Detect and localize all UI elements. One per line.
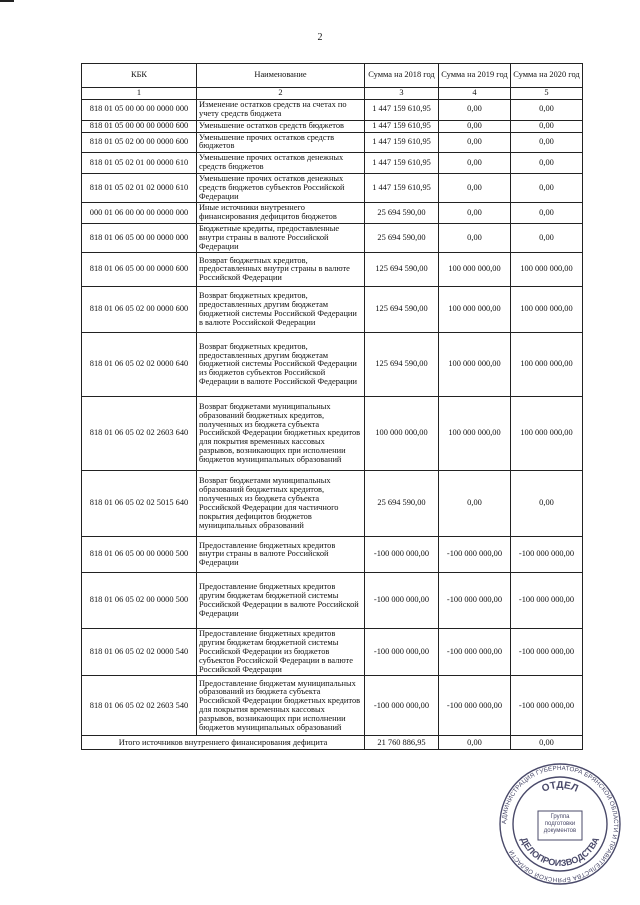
amount-2018-cell: 25 694 590,00 [365, 203, 439, 224]
kbk-cell: 818 01 06 05 02 00 0000 600 [82, 287, 197, 333]
header-name: Наименование [197, 64, 365, 88]
name-cell: Уменьшение прочих остатков денежных средств бюджетов [197, 153, 365, 174]
amount-2019-cell: 0,00 [439, 173, 511, 202]
stamp-top-text: ОТДЕЛ [540, 779, 580, 795]
stamp-ring-text: АДМИНИСТРАЦИЯ ГУБЕРНАТОРА БРЯНСКОЙ ОБЛАСТИ И ПРАВИТЕЛЬСТВА БРЯНСКОЙ ОБЛАСТИ [500, 764, 620, 884]
total-label: Итого источников внутреннего финансирования дефицита [82, 736, 365, 750]
header-2019: Сумма на 2019 год [439, 64, 511, 88]
amount-2018-cell: 1 447 159 610,95 [365, 173, 439, 202]
total-2018: 21 760 886,95 [365, 736, 439, 750]
amount-2020-cell: -100 000 000,00 [511, 573, 583, 629]
header-2018: Сумма на 2018 год [365, 64, 439, 88]
stamp-center-text: Группа подготовки документов [543, 814, 577, 834]
amount-2019-cell: 0,00 [439, 100, 511, 121]
table-row [82, 471, 583, 537]
name-cell: Уменьшение прочих остатков денежных средств бюджетов субъектов Российской Федерации [197, 173, 365, 202]
amount-2019-cell: -100 000 000,00 [439, 629, 511, 676]
table-row [82, 173, 583, 202]
amount-2020-cell: 0,00 [511, 153, 583, 174]
amount-2018-cell: 1 447 159 610,95 [365, 100, 439, 121]
amount-2018-cell: -100 000 000,00 [365, 573, 439, 629]
kbk-cell: 818 01 05 00 00 00 0000 000 [82, 100, 197, 121]
table-row [82, 203, 583, 224]
amount-2019-cell: -100 000 000,00 [439, 573, 511, 629]
amount-2019-cell: -100 000 000,00 [439, 676, 511, 736]
table-row [82, 397, 583, 471]
amount-2020-cell: 100 000 000,00 [511, 397, 583, 471]
scan-edge-mark [0, 0, 14, 2]
kbk-cell: 818 01 06 05 02 00 0000 500 [82, 573, 197, 629]
page-number: 2 [317, 32, 323, 43]
total-row [82, 736, 583, 750]
amount-2020-cell: 100 000 000,00 [511, 287, 583, 333]
index-cell: 2 [197, 88, 365, 100]
name-cell: Бюджетные кредиты, предоставленные внутри страны в валюте Российской Федерации [197, 223, 365, 252]
table-row [82, 223, 583, 252]
name-cell: Иные источники внутреннего финансирования дефицитов бюджетов [197, 203, 365, 224]
table-row [82, 100, 583, 121]
table-body [82, 100, 583, 736]
kbk-cell: 818 01 06 05 02 02 0000 640 [82, 333, 197, 397]
amount-2019-cell: 0,00 [439, 132, 511, 153]
amount-2018-cell: 100 000 000,00 [365, 397, 439, 471]
kbk-cell: 818 01 05 02 00 00 0000 600 [82, 132, 197, 153]
amount-2018-cell: -100 000 000,00 [365, 676, 439, 736]
name-cell: Возврат бюджетами муниципальных образований бюджетных кредитов, полученных из бюджета субъекта Российской Федерации бюджетных кредитов для покрытия временных кассовых разрывов, возникающих при исполнении бюджетов муниципальных образований [197, 397, 365, 471]
name-cell: Уменьшение прочих остатков средств бюджетов [197, 132, 365, 153]
name-cell: Возврат бюджетами муниципальных образований бюджетных кредитов, полученных из бюджета субъекта Российской Федерации для частичного покрытия дефицитов бюджетов муниципальных образований [197, 471, 365, 537]
kbk-cell: 818 01 06 05 00 00 0000 500 [82, 537, 197, 573]
index-cell: 3 [365, 88, 439, 100]
amount-2020-cell: 0,00 [511, 132, 583, 153]
index-cell: 1 [82, 88, 197, 100]
header-2020: Сумма на 2020 год [511, 64, 583, 88]
kbk-cell: 818 01 06 05 02 02 0000 540 [82, 629, 197, 676]
amount-2020-cell: 100 000 000,00 [511, 253, 583, 287]
amount-2019-cell: 0,00 [439, 203, 511, 224]
amount-2019-cell: 100 000 000,00 [439, 253, 511, 287]
amount-2020-cell: 0,00 [511, 223, 583, 252]
amount-2019-cell: 0,00 [439, 153, 511, 174]
amount-2020-cell: 0,00 [511, 100, 583, 121]
table-row [82, 287, 583, 333]
kbk-cell: 818 01 06 05 00 00 0000 600 [82, 253, 197, 287]
amount-2019-cell: 0,00 [439, 223, 511, 252]
name-cell: Предоставление бюджетам муниципальных образований из бюджета субъекта Российской Федерации бюджетных кредитов для покрытия временных кассовых разрывов, возникающих при исполнении бюджетов муниципальных образований [197, 676, 365, 736]
amount-2020-cell: 0,00 [511, 120, 583, 132]
kbk-cell: 818 01 05 00 00 00 0000 600 [82, 120, 197, 132]
table-row [82, 573, 583, 629]
amount-2018-cell: -100 000 000,00 [365, 537, 439, 573]
amount-2018-cell: 1 447 159 610,95 [365, 153, 439, 174]
amount-2018-cell: 25 694 590,00 [365, 471, 439, 537]
amount-2020-cell: 0,00 [511, 471, 583, 537]
kbk-cell: 818 01 06 05 02 02 2603 540 [82, 676, 197, 736]
table-row [82, 676, 583, 736]
index-cell: 4 [439, 88, 511, 100]
total-2019: 0,00 [439, 736, 511, 750]
amount-2018-cell: -100 000 000,00 [365, 629, 439, 676]
amount-2020-cell: -100 000 000,00 [511, 629, 583, 676]
table-row [82, 537, 583, 573]
kbk-cell: 818 01 06 05 02 02 5015 640 [82, 471, 197, 537]
amount-2019-cell: 100 000 000,00 [439, 333, 511, 397]
amount-2020-cell: 100 000 000,00 [511, 333, 583, 397]
amount-2018-cell: 1 447 159 610,95 [365, 120, 439, 132]
budget-sources-table [81, 63, 583, 750]
table-row [82, 153, 583, 174]
index-cell: 5 [511, 88, 583, 100]
header-kbk: КБК [82, 64, 197, 88]
amount-2018-cell: 1 447 159 610,95 [365, 132, 439, 153]
total-2020: 0,00 [511, 736, 583, 750]
table-row [82, 120, 583, 132]
amount-2019-cell: 0,00 [439, 471, 511, 537]
name-cell: Предоставление бюджетных кредитов другим бюджетам бюджетной системы Российской Федерации в валюте Российской Федерации [197, 573, 365, 629]
name-cell: Уменьшение остатков средств бюджетов [197, 120, 365, 132]
amount-2020-cell: -100 000 000,00 [511, 537, 583, 573]
name-cell: Предоставление бюджетных кредитов внутри страны в валюте Российской Федерации [197, 537, 365, 573]
amount-2018-cell: 125 694 590,00 [365, 287, 439, 333]
amount-2019-cell: 100 000 000,00 [439, 287, 511, 333]
name-cell: Возврат бюджетных кредитов, предоставленных другим бюджетам бюджетной системы Российской Федерации из бюджетов субъектов Российской Федерации в валюте Российской Федерации [197, 333, 365, 397]
kbk-cell: 818 01 05 02 01 00 0000 610 [82, 153, 197, 174]
name-cell: Предоставление бюджетных кредитов другим бюджетам бюджетной системы Российской Федерации из бюджетов субъектов Российской Федерации в валюте Российской Федерации [197, 629, 365, 676]
amount-2019-cell: 0,00 [439, 120, 511, 132]
table-row [82, 132, 583, 153]
amount-2018-cell: 25 694 590,00 [365, 223, 439, 252]
amount-2020-cell: 0,00 [511, 203, 583, 224]
table-row [82, 629, 583, 676]
name-cell: Возврат бюджетных кредитов, предоставленных другим бюджетам бюджетной системы Российской Федерации в валюте Российской Федерации [197, 287, 365, 333]
table-row [82, 333, 583, 397]
amount-2018-cell: 125 694 590,00 [365, 253, 439, 287]
amount-2020-cell: -100 000 000,00 [511, 676, 583, 736]
amount-2019-cell: 100 000 000,00 [439, 397, 511, 471]
column-index-row [82, 88, 583, 100]
kbk-cell: 818 01 06 05 00 00 0000 000 [82, 223, 197, 252]
name-cell: Изменение остатков средств на счетах по учету средств бюджета [197, 100, 365, 121]
amount-2019-cell: -100 000 000,00 [439, 537, 511, 573]
amount-2020-cell: 0,00 [511, 173, 583, 202]
kbk-cell: 818 01 06 05 02 02 2603 640 [82, 397, 197, 471]
kbk-cell: 818 01 05 02 01 02 0000 610 [82, 173, 197, 202]
amount-2018-cell: 125 694 590,00 [365, 333, 439, 397]
official-stamp [498, 762, 622, 886]
kbk-cell: 000 01 06 00 00 00 0000 000 [82, 203, 197, 224]
name-cell: Возврат бюджетных кредитов, предоставленных внутри страны в валюте Российской Федерации [197, 253, 365, 287]
table-row [82, 253, 583, 287]
stamp-bottom-text: ДЕЛОПРОИЗВОДСТВА [518, 835, 602, 869]
